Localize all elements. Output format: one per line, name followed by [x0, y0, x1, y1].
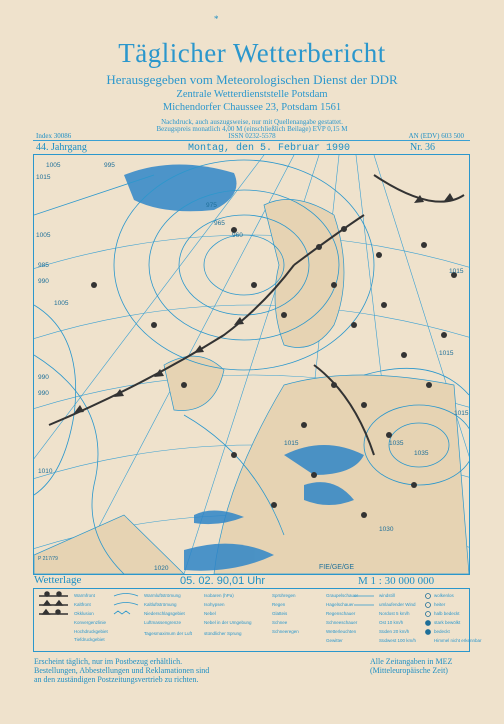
legend-item: Regen — [272, 602, 286, 607]
map-footer-title: Wetterlage — [34, 574, 82, 586]
pressure-label: 975 — [206, 202, 217, 209]
legend-item: Nebel in der Umgebung — [204, 620, 252, 625]
legend-item: Okklusion — [74, 611, 94, 616]
map-legend — [33, 588, 482, 652]
legend-item: bedeckt — [434, 629, 450, 634]
price-note: Bezugspreis monatlich 4,00 M (einschließlich Beilage) EVP 0,15 M — [156, 125, 348, 133]
legend-item: Tiefdruckgebiet — [74, 637, 105, 642]
legend-item: Schneeschauer — [326, 620, 358, 625]
pressure-label: 995 — [104, 162, 115, 169]
volume: 44. Jahrgang — [36, 142, 87, 153]
pressure-label: 1010 — [38, 468, 53, 475]
legend-item: Kaltluftströmung — [144, 602, 177, 607]
footer-line: (Mitteleuropäische Zeit) — [370, 666, 448, 675]
pressure-label: 960 — [232, 232, 243, 239]
legend-item: Niederschlagsgebiet — [144, 611, 185, 616]
footer-right — [370, 657, 452, 675]
legend-item: Himmel nicht erkennbar — [434, 638, 482, 643]
footer-line: Alle Zeitangaben in MEZ — [370, 657, 453, 666]
weather-map — [33, 154, 470, 575]
issue-number: Nr. 36 — [410, 142, 435, 153]
legend-item: Gewitter — [326, 638, 343, 643]
legend-item: Warmluftströmung — [144, 593, 181, 598]
legend-item: windstill — [379, 593, 395, 598]
legend-item: Warmfront — [74, 593, 95, 598]
an-code: AN (EDV) 603 500 — [408, 132, 464, 140]
pressure-label: 1015 — [284, 440, 299, 447]
pressure-label: 1020 — [154, 565, 169, 572]
legend-item: Hochdruckgebiet — [74, 629, 108, 634]
pressure-label: 1030 — [379, 526, 394, 533]
legend-item: Südwest 100 km/h — [379, 638, 417, 643]
pressure-label: 1005 — [36, 232, 51, 239]
legend-item: umlaufender Wind — [379, 602, 416, 607]
legend-item: Tagesmaximum der Luft — [144, 631, 193, 636]
land — [34, 199, 469, 574]
legend-item: Hagelschauer — [326, 602, 354, 607]
legend-item: Nordost 5 km/h — [379, 611, 410, 616]
pressure-label: 990 — [38, 390, 49, 397]
legend-item: Süden 20 km/h — [379, 629, 410, 634]
legend-item: Graupelschauer — [326, 593, 359, 598]
pressure-label: 1035 — [389, 440, 404, 447]
pressure-label: 965 — [214, 220, 225, 227]
legend-item: stündlicher Sprung — [204, 631, 242, 636]
page-title: Täglicher Wetterbericht — [118, 38, 386, 68]
issue-date: Montag, den 5. Februar 1990 — [188, 143, 351, 154]
office-line: Zentrale Wetterdienststelle Potsdam — [176, 89, 328, 100]
issn: ISSN 0232-5578 — [228, 132, 276, 140]
map-scale: M 1 : 30 000 000 — [358, 575, 435, 587]
pressure-label: 1005 — [54, 300, 69, 307]
legend-item: Wetterleuchten — [326, 629, 357, 634]
map-svg — [34, 155, 469, 574]
legend-item: Schneeregen — [272, 629, 299, 634]
index-number: Index 30086 — [36, 132, 72, 140]
pressure-label: 1015 — [439, 350, 454, 357]
pressure-label: 1015 — [36, 174, 51, 181]
legend-item: wolkenlos — [434, 593, 454, 598]
footer-line: Bestellungen, Abbestellungen und Reklamationen sind — [34, 666, 210, 675]
legend-item: Ost 10 km/h — [379, 620, 404, 625]
footer-left — [34, 657, 209, 684]
address-line: Michendorfer Chaussee 23, Potsdam 1561 — [162, 102, 342, 113]
pressure-label: 985 — [38, 262, 49, 269]
top-mark: * — [214, 14, 219, 24]
legend-symbols — [34, 589, 469, 651]
map-code: FIE/GE/GE — [319, 564, 355, 571]
pressure-label: 1035 — [414, 450, 429, 457]
map-footer-datetime: 05. 02. 90,01 Uhr — [180, 575, 266, 587]
legend-item: Regenschauer — [326, 611, 356, 616]
footer-line: Erscheint täglich, nur im Postbezug erhältlich. — [34, 657, 183, 666]
legend-item: Sprühregen — [272, 593, 296, 598]
reprint-note: Nachdruck, auch auszugsweise, nur mit Quellenangabe gestattet. — [161, 118, 343, 126]
legend-item: stark bewölkt — [434, 620, 461, 625]
legend-item: Kaltfront — [74, 602, 91, 607]
legend-item: Isobaren (hPa) — [204, 593, 234, 598]
pressure-label: 1015 — [449, 268, 464, 275]
pressure-label: 1015 — [454, 410, 469, 417]
legend-item: heiter — [434, 602, 446, 607]
legend-item: Konvergenzlinie — [74, 620, 107, 625]
legend-item: Isohypsen — [204, 602, 225, 607]
footer-line: an den zuständigen Postzeitungsvertrieb zu richten. — [34, 675, 199, 684]
legend-item: Nebel — [204, 611, 216, 616]
legend-item: Schnee — [272, 620, 288, 625]
pressure-label: 990 — [38, 278, 49, 285]
legend-item: Luftmassengrenze — [144, 620, 182, 625]
legend-item: Glatteis — [272, 611, 288, 616]
pressure-label: 1005 — [46, 162, 61, 169]
header-rule — [33, 140, 470, 141]
publisher-line: Herausgegeben vom Meteorologischen Dienst der DDR — [106, 72, 398, 87]
legend-item: halb bedeckt — [434, 611, 460, 616]
pressure-label: 990 — [38, 374, 49, 381]
map-corner-note: P 217/79 — [38, 556, 58, 562]
